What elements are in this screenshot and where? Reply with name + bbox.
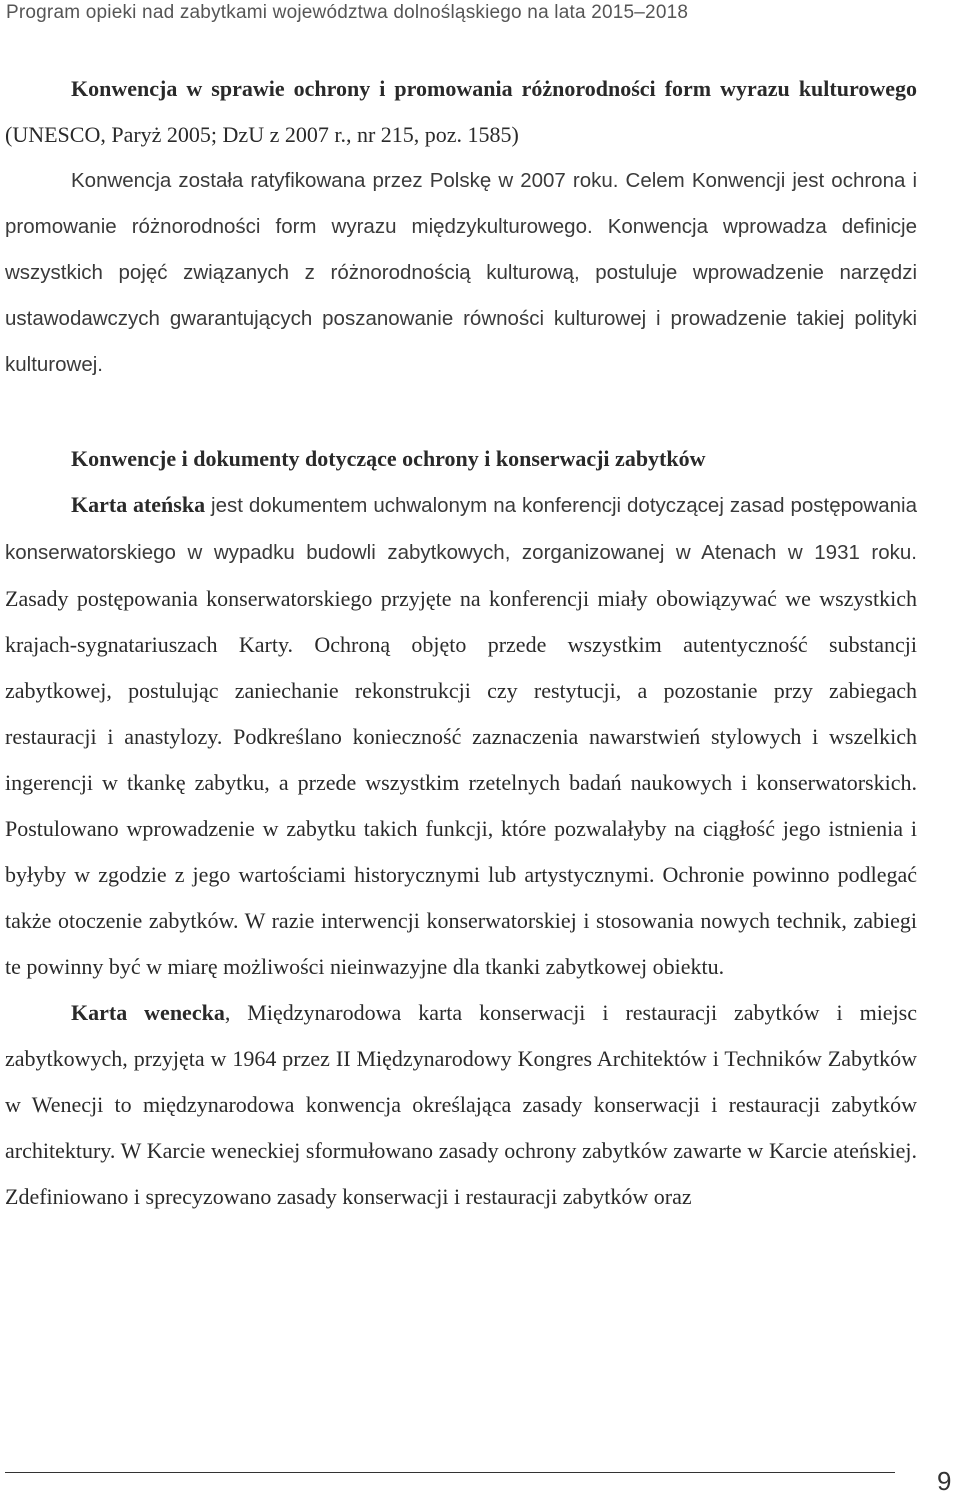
athens-term: Karta ateńska: [71, 492, 206, 517]
page-number: 9: [937, 1466, 952, 1496]
unesco-title-citation: (UNESCO, Paryż 2005; DzU z 2007 r., nr 215, poz. 1585): [5, 122, 519, 147]
footer-rule: [5, 1472, 895, 1473]
venice-body: , Międzynarodowa karta konserwacji i restauracji zabytków i miejsc zabytkowych, przyjęta w 1964 przez II Międzynarodowy Kongres Architektów i Techników Zabytków w Wenecji to międzynarodowa konwencja określająca zasady konserwacji i restauracji zabytków architektury. W Karcie weneckiej sformułowano zasady ochrony zabytków zawarte w Karcie ateńskiej. Zdefiniowano i sprecyzowano zasady konserwacji i restauracji zabytków oraz: [5, 1000, 918, 1209]
venice-term: Karta wenecka: [71, 1000, 225, 1025]
unesco-title: [5, 66, 917, 158]
section-heading: Konwencje i dokumenty dotyczące ochrony i konserwacji zabytków: [71, 446, 706, 471]
athens-intro: jest dokumentem uchwalonym na konferencji dotyczącej zasad postępowania konserwatorskiego w wypadku budowli zabytkowych, zorganizowanej w Atenach w 1931 roku.: [5, 494, 917, 564]
unesco-title-bold: Konwencja w sprawie ochrony i promowania różnorodności form wyrazu kulturowego: [71, 76, 917, 101]
athens-paragraph: [5, 482, 917, 990]
running-header: Program opieki nad zabytkami województwa dolnośląskiego na lata 2015–2018: [6, 2, 689, 23]
athens-body: Zasady postępowania konserwatorskiego przyjęte na konferencji miały obowiązywać we wszystkich krajach-sygnatariuszach Karty. Ochroną objęto przede wszystkim autentyczność substancji zabytkowej, postulując zaniechanie rekonstrukcji czy restytucji, a pozostanie przy zabiegach restauracji i anastylozy. Podkreślano konieczność zaznaczenia nawarstwień stylowych i wszelkich ingerencji w tkankę zabytku, a przede wszystkim rzetelnych badań naukowych i konserwatorskich. Postulowano wprowadzenie w zabytku takich funkcji, które pozwalałyby na ciągłość jego istnienia i byłyby w zgodzie z jego wartościami historycznymi lub artystycznymi. Ochronie powinno podlegać także otoczenie zabytków. W razie interwencji konserwatorskiej i stosowania nowych technik, zabiegi te powinny być w miarę możliwości nieinwazyjne dla tkanki zabytkowej obiektu.: [5, 586, 917, 979]
page-body: [5, 66, 917, 1220]
unesco-body: Konwencja została ratyfikowana przez Polskę w 2007 roku. Celem Konwencji jest ochrona i promowanie różnorodności form wyrazu międzykulturowego. Konwencja wprowadza definicje wszystkich pojęć związanych z różnorodnością kulturową, postuluje wprowadzenie narzędzi ustawodawczych gwarantujących poszanowanie równości kulturowej i prowadzenie takiej polityki kulturowej.: [5, 169, 917, 376]
venice-paragraph: [5, 990, 917, 1220]
